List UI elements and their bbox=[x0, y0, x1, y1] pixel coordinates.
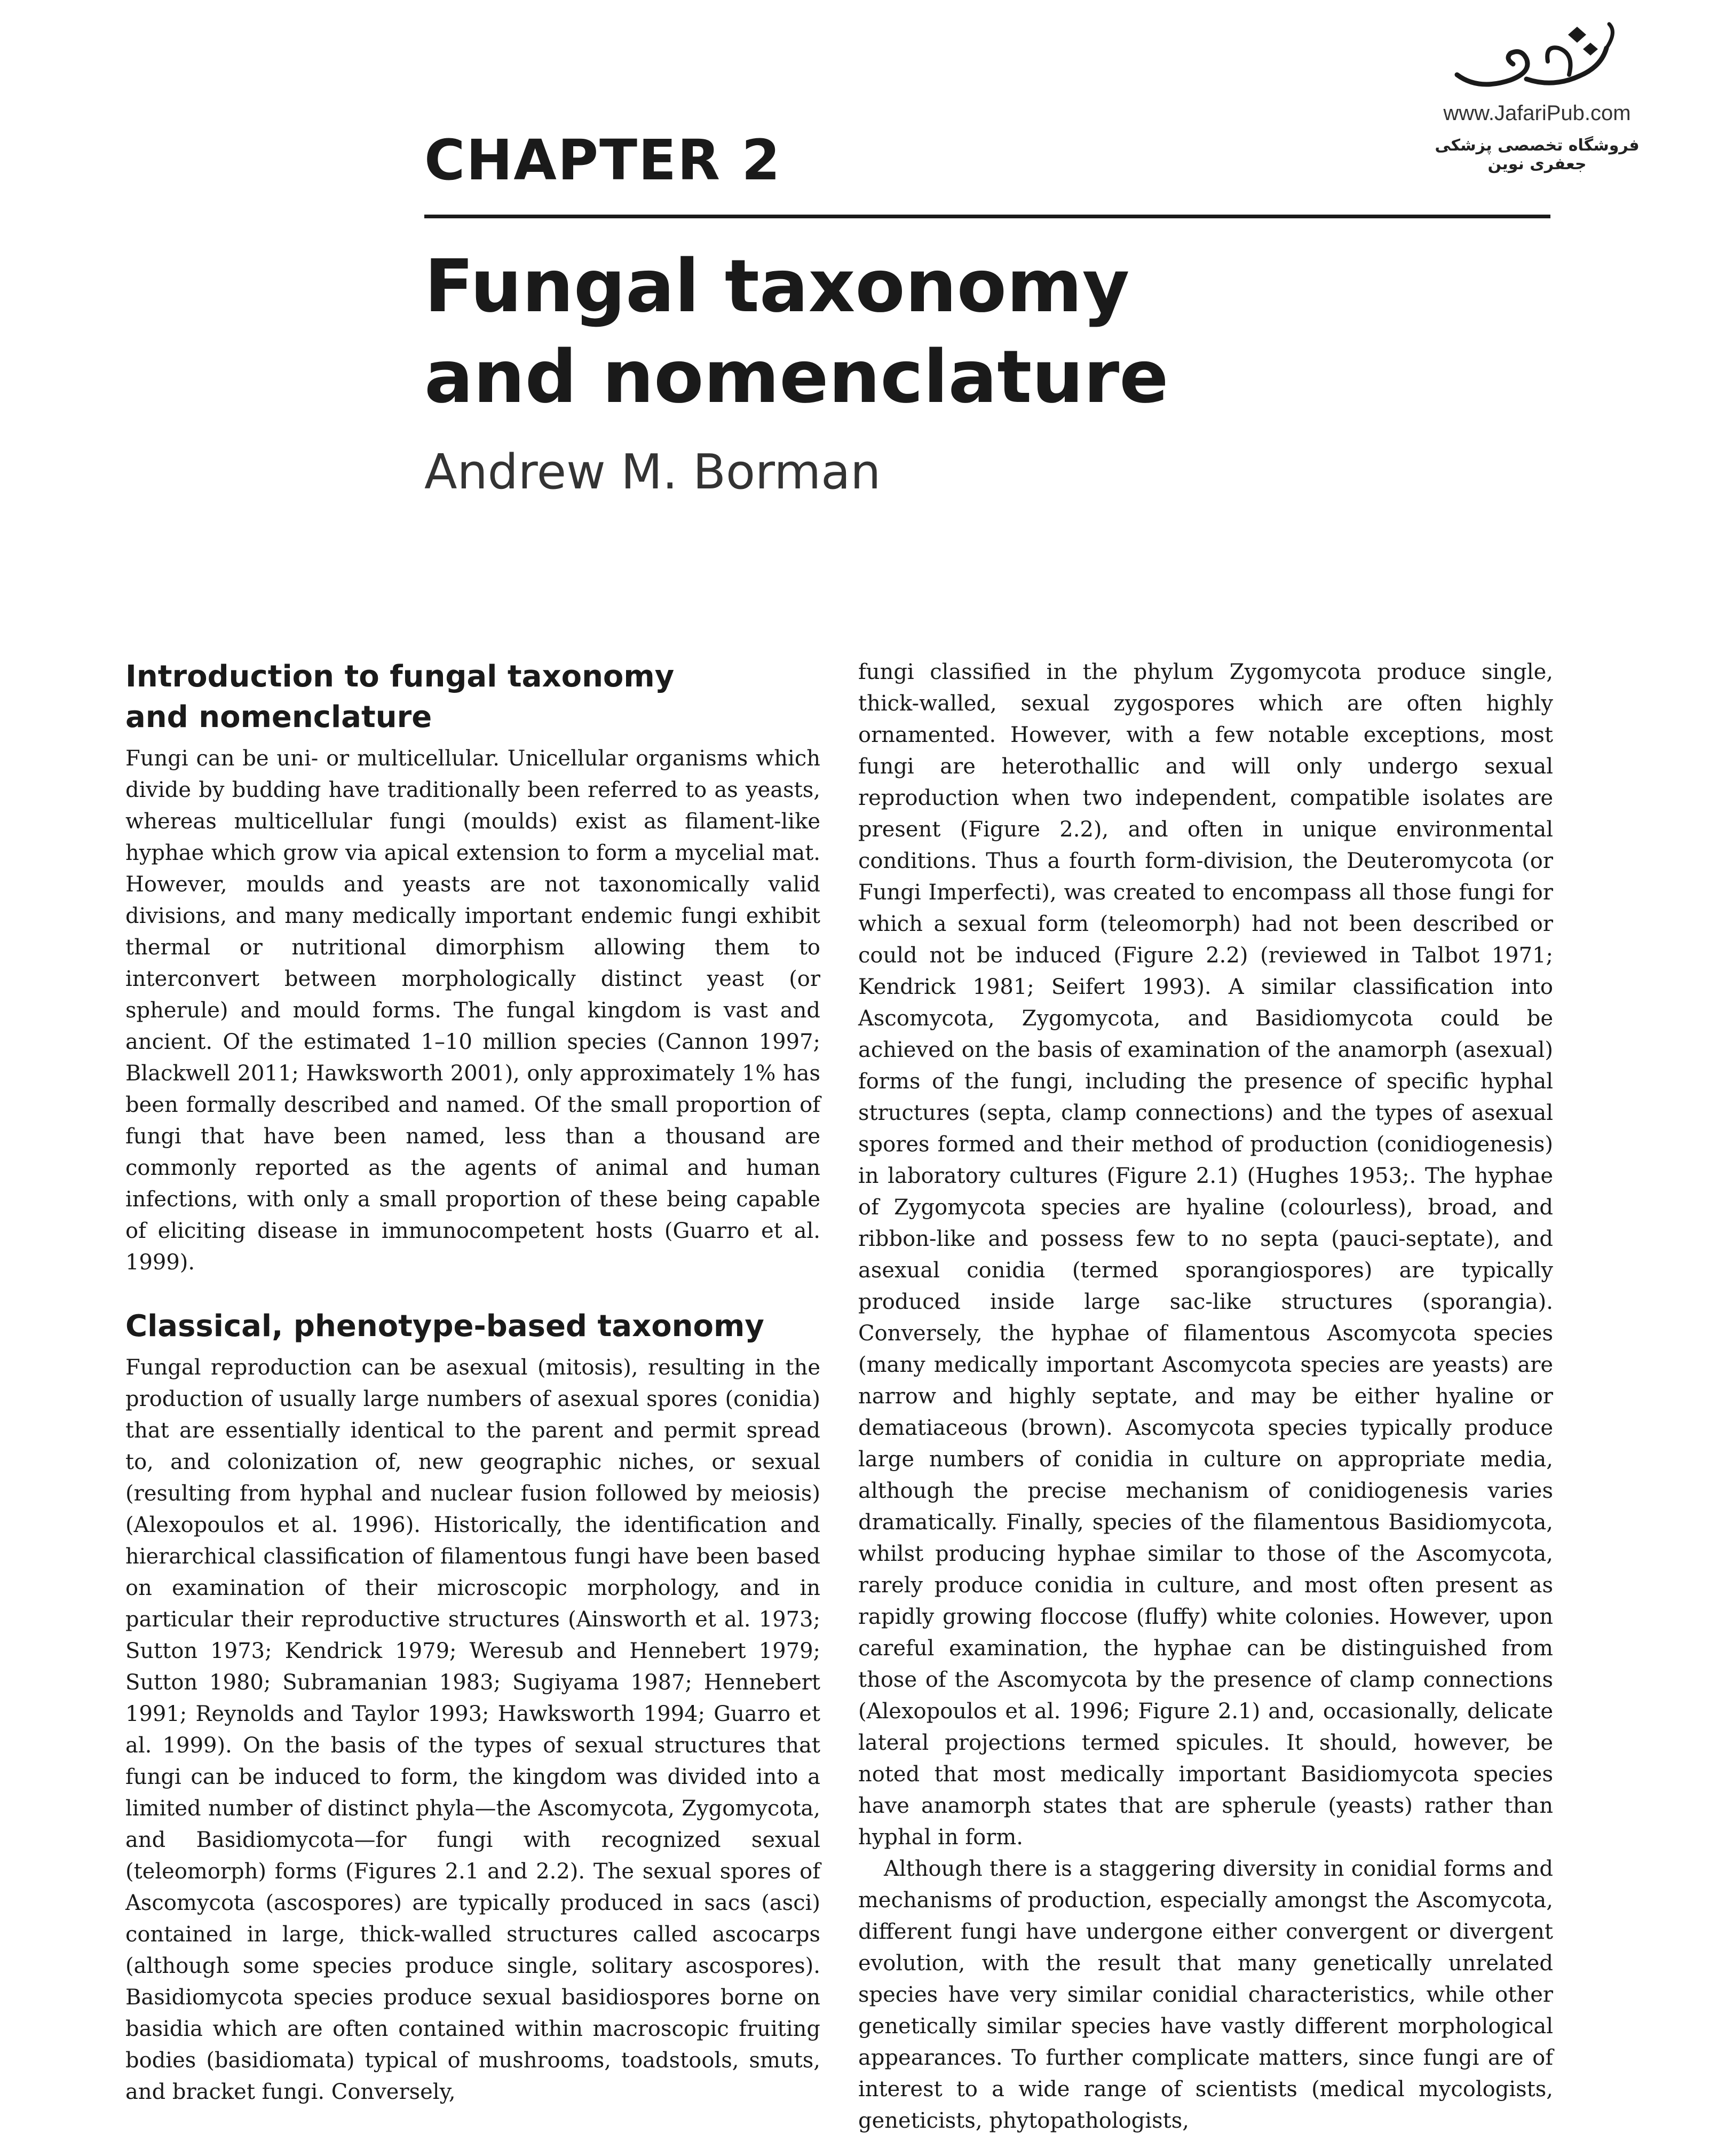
paragraph-continued: fungi classified in the phylum Zygomycota produce single, thick-walled, sexual zygospores which are often highly ornamented. However, with a few notable exceptions, most fungi are heterothallic and will only undergo sexual reproduction when two independent, compatible isolates are present (Figure 2.2), and often in unique environmental conditions. Thus a fourth form-division, the Deuteromycota (or Fungi Imperfecti), was created to encompass all those fungi for which a sexual form (teleomorph) had not been described or could not be induced (Figure 2.2) (reviewed in Talbot 1971; Kendrick 1981; Seifert 1993). A similar classification into Ascomycota, Zygomycota, and Basidiomycota could be achieved on the basis of examination of the anamorph (asexual) forms of the fungi, including the presence of specific hyphal structures (septa, clamp connections) and the types of asexual spores formed and their method of production (conidiogenesis) in laboratory cultures (Figure 2.1) (Hughes 1953;. The hyphae of Zygomycota species are hyaline (colourless), broad, and ribbon-like and possess few to no septa (pauci-septate), and asexual conidia (termed sporangiospores) are typically produced inside large sac-like structures (sporangia). Conversely, the hyphae of filamentous Ascomycota species (many medically important Ascomycota species are yeasts) are narrow and highly septate, and may be either hyaline or dematiaceous (brown). Ascomycota species typically produce large numbers of conidia in culture on appropriate media, although the precise mechanism of conidiogenesis varies dramatically. Finally, species of the filamentous Basidiomycota, whilst producing hyphae similar to those of the Ascomycota, rarely produce conidia in culture, and most often present as rapidly growing floccose (fluffy) white colonies. However, upon careful examination, the hyphae can be distinguished from those of the Ascomycota by the presence of clamp connections (Alexopoulos et al. 1996; Figure 2.1) and, occasionally, delicate lateral projections termed spicules. It should, however, be noted that most medically important Basidiomycota species have anamorph states that are spherule (yeasts) rather than hyphal in form. bbox=[858, 660, 1553, 1850]
section-heading-line-2: and nomenclature bbox=[125, 700, 432, 735]
section-heading-introduction bbox=[125, 657, 820, 738]
left-column bbox=[125, 657, 820, 2108]
section-heading-line-1: Introduction to fungal taxonomy bbox=[125, 659, 675, 694]
paragraph-conidial-diversity: Although there is a staggering diversity in conidial forms and mechanisms of production, especially amongst the Ascomycota, different fungi have undergone either convergent or divergent evolution, with the result that many genetically unrelated species have very similar conidial characteristics, while other genetically similar species have vastly different morphological appearances. To further complicate matters, since fungi are of interest to a wide range of scientists (medical mycologists, geneticists, phytopathologists, bbox=[858, 1857, 1553, 2133]
right-column bbox=[858, 657, 1553, 2137]
paragraph-introduction: Fungi can be uni- or multicellular. Unicellular organisms which divide by budding have traditionally been referred to as yeasts, whereas multicellular fungi (moulds) exist as filament-like hyphae which grow via apical extension to form a mycelial mat. However, moulds and yeasts are not taxonomically valid divisions, and many medically important endemic fungi exhibit thermal or nutritional dimorphism allowing them to interconvert between morphologically distinct yeast (or spherule) and mould forms. The fungal kingdom is vast and ancient. Of the estimated 1–10 million species (Cannon 1997; Blackwell 2011; Hawksworth 2001), only approximately 1% has been formally described and named. Of the small proportion of fungi that have been named, less than a thousand are commonly reported as the agents of animal and human infections, with only a small proportion of these being capable of eliciting disease in immunocompetent hosts (Guarro et al. 1999). bbox=[125, 746, 820, 1275]
chapter-title-line-1: Fungal taxonomy bbox=[424, 244, 1130, 329]
chapter-author: Andrew M. Borman bbox=[424, 444, 881, 500]
chapter-title bbox=[424, 241, 1492, 423]
chapter-label: CHAPTER 2 bbox=[424, 128, 781, 193]
calligraphy-logo-icon bbox=[1446, 16, 1628, 96]
logo-tagline: فروشگاه تخصصی پزشکی جعفری نوین bbox=[1435, 136, 1640, 173]
publisher-logo bbox=[1409, 16, 1665, 187]
section-heading-classical-taxonomy: Classical, phenotype-based taxonomy bbox=[125, 1309, 764, 1344]
chapter-divider bbox=[424, 215, 1550, 218]
paragraph-classical-taxonomy: Fungal reproduction can be asexual (mitosis), resulting in the production of usually large numbers of asexual spores (conidia) that are essentially identical to the parent and permit spread to, and colonization of, new geographic niches, or sexual (resulting from hyphal and nuclear fusion followed by meiosis) (Alexopoulos et al. 1996). Historically, the identification and hierarchical classification of filamentous fungi have been based on examination of their microscopic morphology, and in particular their reproductive structures (Ainsworth et al. 1973; Sutton 1973; Kendrick 1979; Weresub and Hennebert 1979; Sutton 1980; Subramanian 1983; Sugiyama 1987; Hennebert 1991; Reynolds and Taylor 1993; Hawksworth 1994; Guarro et al. 1999). On the basis of the types of sexual structures that fungi can be induced to form, the kingdom was divided into a limited number of distinct phyla—the Ascomycota, Zygomycota, and Basidiomycota—for fungi with recognized sexual (teleomorph) forms (Figures 2.1 and 2.2). The sexual spores of Ascomycota (ascospores) are typically produced in sacs (asci) contained in large, thick-walled structures called ascocarps (although some species produce single, solitary ascospores). Basidiomycota species produce sexual basidiospores borne on basidia which are often contained within macroscopic fruiting bodies (basidiomata) typical of mushrooms, toadstools, smuts, and bracket fungi. Conversely, bbox=[125, 1355, 820, 2104]
logo-url-text: www.JafariPub.com bbox=[1443, 101, 1631, 125]
chapter-title-line-2: and nomenclature bbox=[424, 335, 1169, 420]
